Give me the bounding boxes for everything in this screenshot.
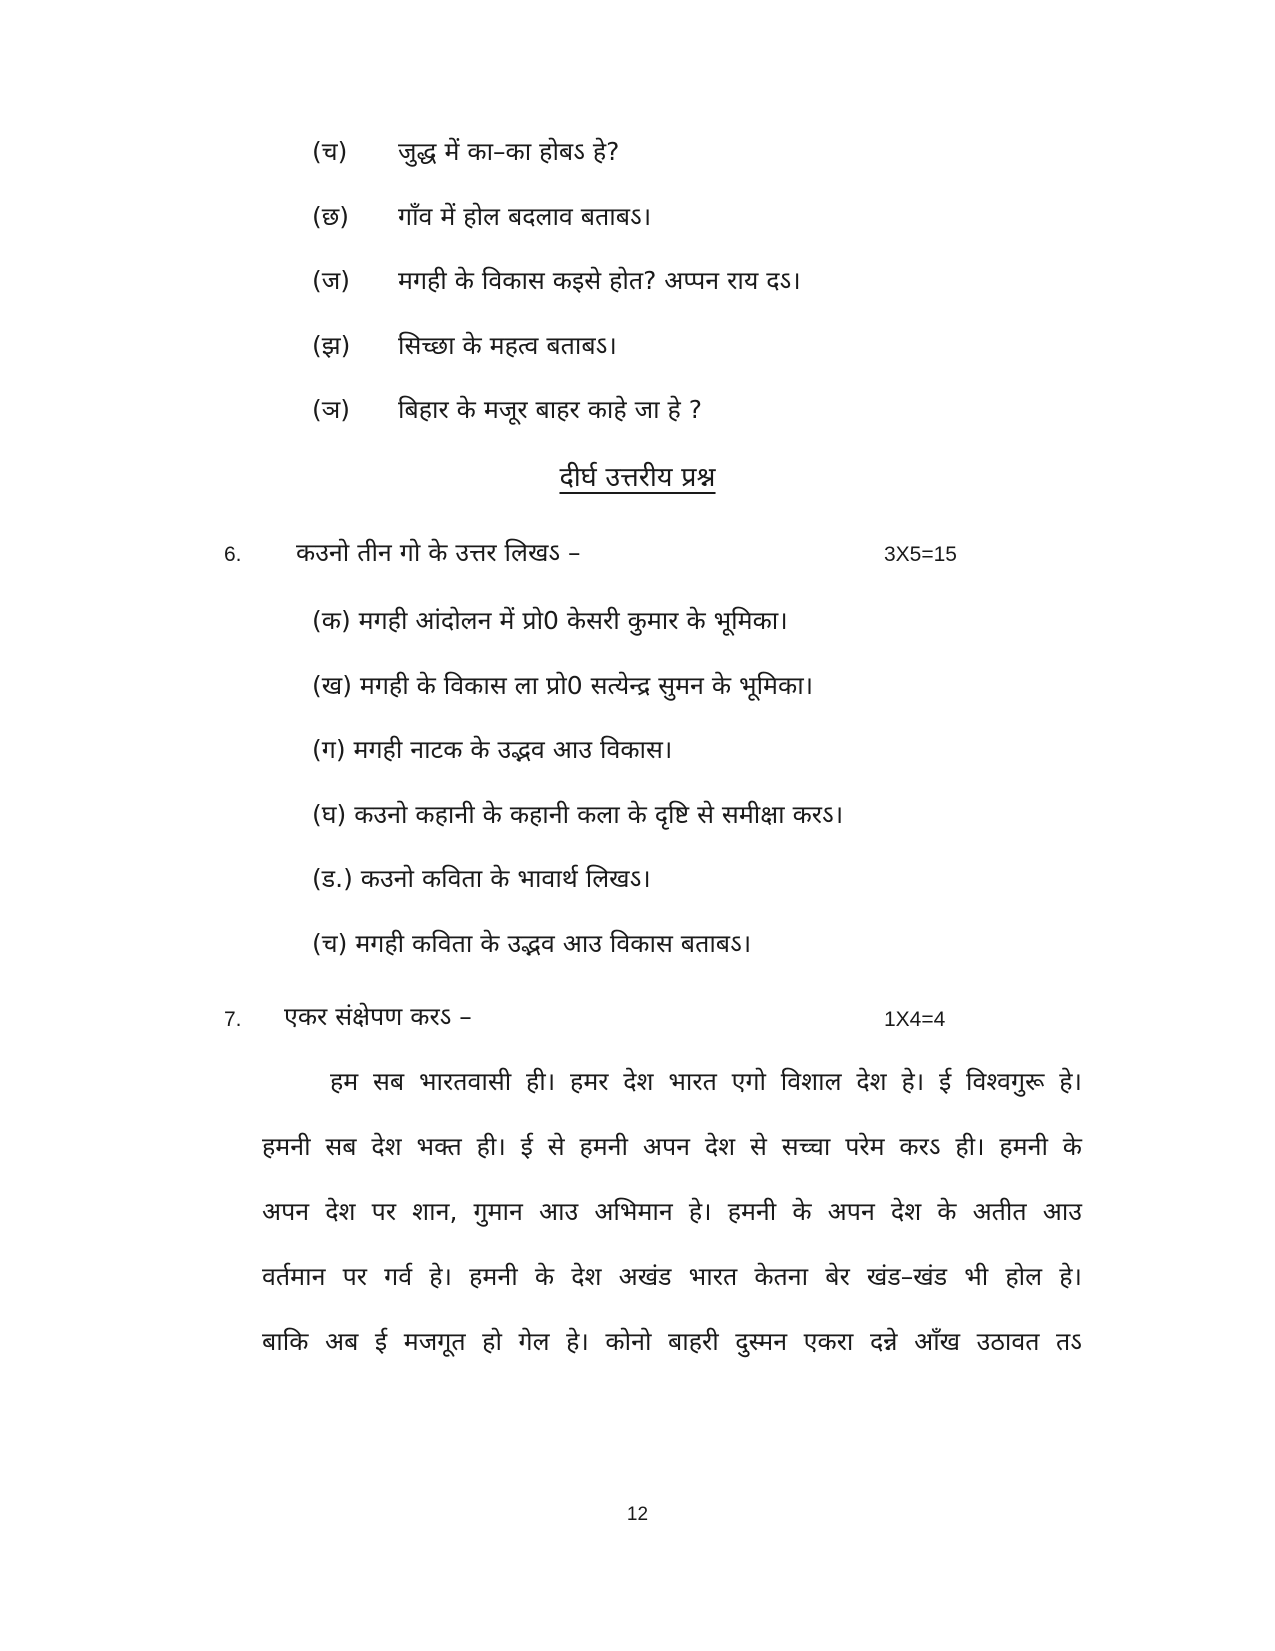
page-number: 12 <box>626 1504 649 1525</box>
question-text: बिहार के मजूर बाहर काहे जा हे ? <box>398 395 703 424</box>
question-text: सिच्छा के महत्व बताबऽ। <box>398 331 617 360</box>
question-text: कउनो तीन गो के उत्तर लिखऽ – <box>296 538 581 567</box>
question-text: मगही के विकास कइसे होत? अप्पन राय दऽ। <box>398 266 801 295</box>
answer-option: (क) मगही आंदोलन में प्रो0 केसरी कुमार के भूमिका। <box>312 606 788 635</box>
question-label: (झ) <box>312 331 351 360</box>
answer-option: (ग) मगही नाटक के उद्भव आउ विकास। <box>312 735 673 764</box>
question-marks: 1X4=4 <box>884 1008 946 1031</box>
answer-option: (ड.) कउनो कविता के भावार्थ लिखऽ। <box>312 864 651 893</box>
question-number: 6. <box>224 543 242 566</box>
question-label: (ज) <box>312 266 351 295</box>
passage-line: वर्तमान पर गर्व हे। हमनी के देश अखंड भारत केतना बेर खंड–खंड भी होल हे। <box>262 1262 1082 1291</box>
question-label: (ञ) <box>312 395 351 424</box>
question-text: गाँव में होल बदलाव बताबऽ। <box>398 202 652 231</box>
answer-option: (ख) मगही के विकास ला प्रो0 सत्येन्द्र सुमन के भूमिका। <box>312 671 814 700</box>
answer-option: (च) मगही कविता के उद्भव आउ विकास बताबऽ। <box>312 929 752 958</box>
question-marks: 3X5=15 <box>884 543 957 566</box>
passage-line: बाकि अब ई मजगूत हो गेल हे। कोनो बाहरी दुस्मन एकरा दन्ने आँख उठावत तऽ <box>262 1327 1082 1356</box>
question-label: (च) <box>312 137 348 166</box>
passage-line: हमनी सब देश भक्त ही। ई से हमनी अपन देश से सच्चा परेम करऽ ही। हमनी के <box>262 1132 1082 1161</box>
section-heading <box>0 460 1275 496</box>
section-heading-text: दीर्घ उत्तरीय प्रश्न <box>559 462 716 493</box>
passage-line: अपन देश पर शान, गुमान आउ अभिमान हे। हमनी के अपन देश के अतीत आउ <box>262 1197 1082 1226</box>
question-text: जुद्ध में का–का होबऽ हे? <box>398 137 620 166</box>
question-label: (छ) <box>312 202 350 231</box>
answer-option: (घ) कउनो कहानी के कहानी कला के दृष्टि से समीक्षा करऽ। <box>312 800 844 829</box>
question-text: एकर संक्षेपण करऽ – <box>284 1002 472 1031</box>
question-number: 7. <box>224 1008 242 1031</box>
passage-line: हम सब भारतवासी ही। हमर देश भारत एगो विशाल देश हे। ई विश्वगुरू हे। <box>330 1067 1082 1096</box>
